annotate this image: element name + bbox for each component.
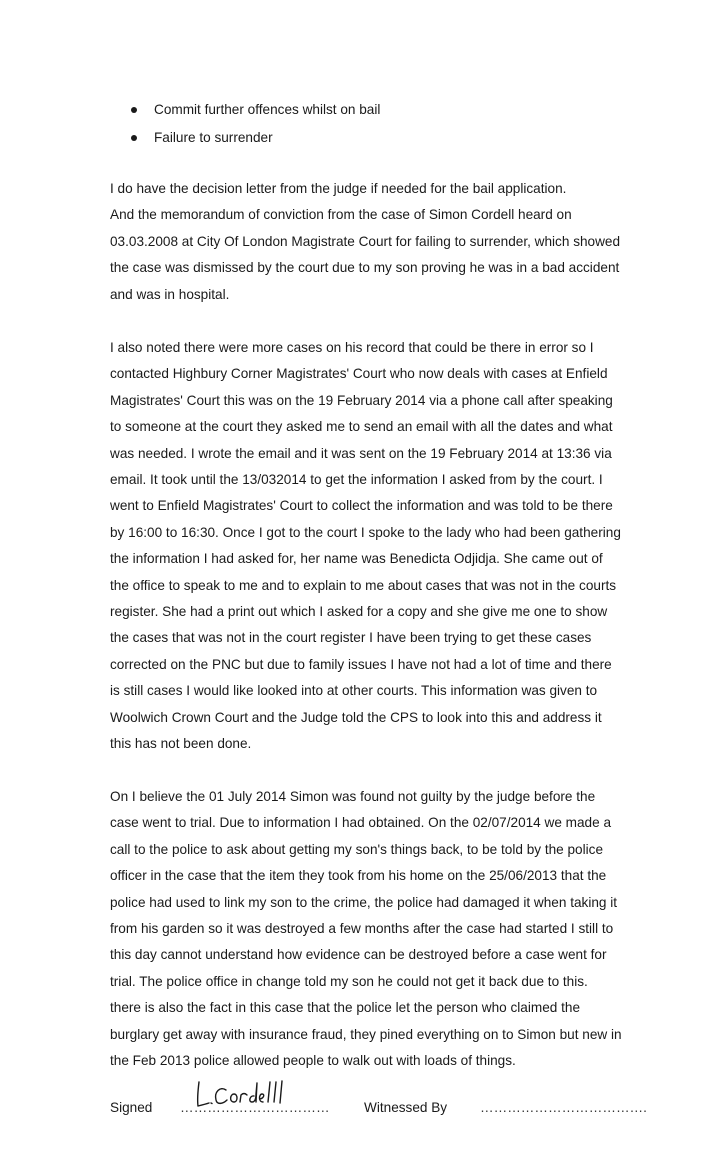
text-line: On I believe the 01 July 2014 Simon was found not guilty by the judge before the xyxy=(110,789,596,804)
signature-row xyxy=(110,1100,670,1124)
text-line: call to the police to ask about getting my son's things back, to be told by the police xyxy=(110,841,604,857)
text-line: email. It took until the 13/032014 to get the information I asked from by the court. I xyxy=(110,472,603,488)
bullet-dot-icon xyxy=(131,135,137,141)
text-line: the Feb 2013 police allowed people to walk out with loads of things. xyxy=(110,1053,516,1069)
bullet-item xyxy=(110,125,630,153)
bullet-list xyxy=(110,97,630,153)
text-line: police had used to link my son to the crime, the police had damaged it when taking it xyxy=(110,894,618,910)
bullet-text: Failure to surrender xyxy=(154,130,273,145)
bullet-item xyxy=(110,97,630,125)
text-line: officer in the case that the item they took from his home on the 25/06/2013 that the xyxy=(110,868,607,884)
text-line: I do have the decision letter from the judge if needed for the bail application. xyxy=(110,181,567,196)
text-line: is still cases I would like looked into at other courts. This information was given to xyxy=(110,683,598,699)
text-line: I also noted there were more cases on his record that could be there in error so I xyxy=(110,340,594,355)
text-line: trial. The police office in change told my son he could not get it back due to this. xyxy=(110,973,588,989)
paragraph-not-guilty xyxy=(110,784,630,1074)
paragraph-decision-letter xyxy=(110,176,630,308)
text-line: the information I had asked for, her name was Benedicta Odjidja. She came out of xyxy=(110,551,603,567)
witnessed-by-label: Witnessed By xyxy=(364,1100,448,1115)
text-line: there is also the fact in this case that the police let the person who claimed the xyxy=(110,1000,581,1016)
bullet-dot-icon xyxy=(131,107,137,113)
text-line: from his garden so it was destroyed a few months after the case had started I still to xyxy=(110,921,614,937)
text-line: this day cannot understand how evidence can be destroyed before a case went for xyxy=(110,947,607,963)
text-line: was needed. I wrote the email and it was sent on the 19 February 2014 at 13:36 via xyxy=(110,445,612,461)
bullet-text: Commit further offences whilst on bail xyxy=(154,102,381,117)
text-line: And the memorandum of conviction from the case of Simon Cordell heard on xyxy=(110,207,572,223)
text-line: the office to speak to me and to explain to me about cases that was not in the courts xyxy=(110,577,617,593)
text-line: Magistrates' Court this was on the 19 February 2014 via a phone call after speaking xyxy=(110,392,613,408)
paragraph-court-cases xyxy=(110,335,630,758)
text-line: the case was dismissed by the court due to my son proving he was in a bad accident xyxy=(110,260,620,276)
text-line: by 16:00 to 16:30. Once I got to the court I spoke to the lady who had been gathering xyxy=(110,524,621,540)
text-line: Woolwich Crown Court and the Judge told the CPS to look into this and address it xyxy=(110,709,602,725)
text-line: to someone at the court they asked me to send an email with all the dates and what xyxy=(110,419,613,435)
text-line: register. She had a print out which I asked for a copy and she give me one to show xyxy=(110,604,608,620)
text-line: burglary get away with insurance fraud, they pined everything on to Simon but new in xyxy=(110,1026,622,1042)
signed-label: Signed xyxy=(110,1100,153,1115)
text-line: corrected on the PNC but due to family issues I have not had a lot of time and there xyxy=(110,656,612,672)
witnessed-dotted-line: ………………………………. xyxy=(480,1100,647,1115)
text-line: 03.03.2008 at City Of London Magistrate Court for failing to surrender, which showed xyxy=(110,233,621,249)
text-line: went to Enfield Magistrates' Court to collect the information and was told to be there xyxy=(110,498,613,514)
text-line: and was in hospital. xyxy=(110,286,230,302)
text-line: case went to trial. Due to information I had obtained. On the 02/07/2014 we made a xyxy=(110,815,612,831)
text-line: contacted Highbury Corner Magistrates' Court who now deals with cases at Enfield xyxy=(110,366,608,382)
signed-dotted-line: …………………………… xyxy=(180,1100,330,1115)
text-line: this has not been done. xyxy=(110,736,252,752)
text-line: the cases that was not in the court register I have been trying to get these cases xyxy=(110,630,592,646)
